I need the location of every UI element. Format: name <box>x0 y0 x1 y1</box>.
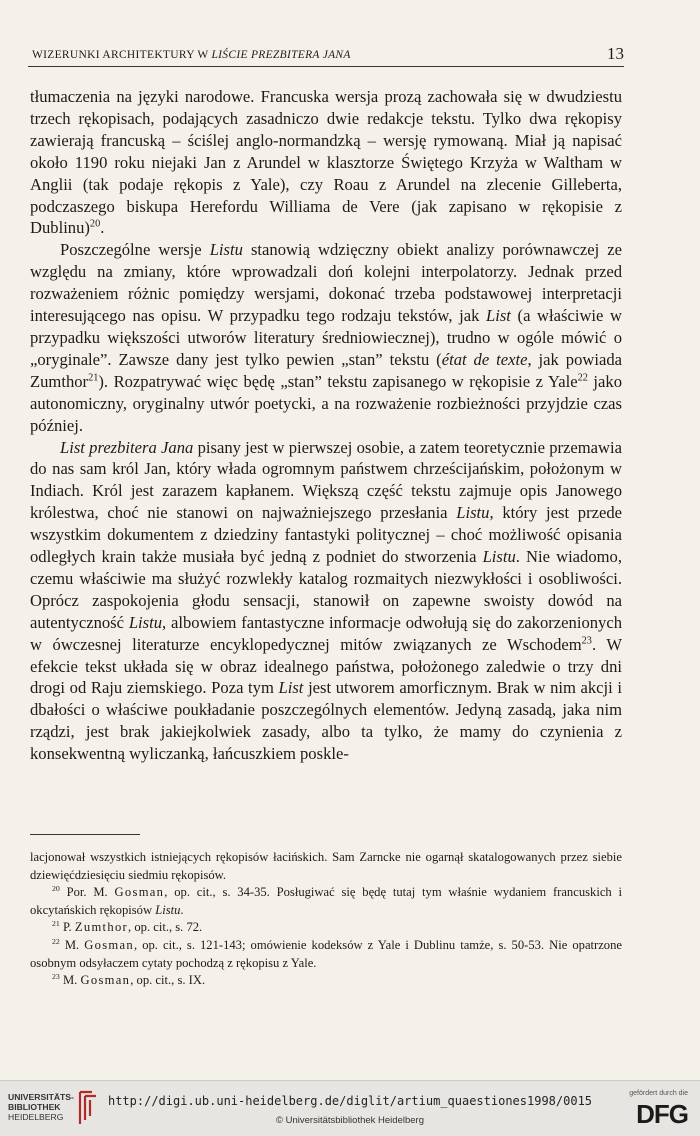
footnotes <box>30 849 622 990</box>
viewer-footer <box>0 1080 700 1136</box>
footnote-ref-20[interactable]: 20 <box>89 218 101 230</box>
paragraph-1: tłumaczenia na języki narodowe. Francuska wersja prozą zachowała się w dwudziestu trzech rękopisach, podających zasadniczo dwie redakcje tekstu. Tylko dwa rękopisy zawierają francuską – ściślej anglo-normandzką – wersję rymowaną. Miał ją napisać około 1190 roku niejaki Jan z Arundel w klasztorze Świętego Krzyża w Waltham w Anglii (tak podaje rękopis z Yale), czy Roau z Arundel na zlecenie Gilleberta, podczaszego biskupa Herefordu Williama de Vere (jak zapisano w rękopisie z Dublinu)$^{20}$. <box>30 87 622 238</box>
footnote-21: $^{21}$ P. Zumthor, op. cit., s. 72. <box>52 919 203 935</box>
paragraph-2: Poszczególne wersje Listu stanowią wdzięczny obiekt analizy porównawczej ze względu na zmiany, które wprowadzali doń kolejni interpolatorzy. Jednak przed rozważeniem różnic pomiędzy wersjami, dokonać trzeba podstawowej interpretacji interesującego nas opisu. W przypadku tego rodzaju tekstów, jak List (a właściwie w przypadku większości utworów literatury średniowiecznej), trudno w ogóle mówić o „oryginale”. Zawsze dany jest tylko pewien „stan” tekstu (état de texte, jak powiada Zumthor$^{21}$). Rozpatrywać więc będę „stan” tekstu zapisanego w rękopisie z Yale$^{22}$ jako autonomiczny, oryginalny utwór poetycki, a na rozważenie rozbieżności przyjdzie czas później. <box>30 240 622 435</box>
footnote-ref-21[interactable]: 21 <box>88 372 99 384</box>
running-title: WIZERUNKI ARCHITEKTURY W LIŚCIE PREZBITERA JANA <box>32 49 351 61</box>
running-header <box>28 44 624 67</box>
library-logo-text[interactable]: UNIVERSITÄTS- BIBLIOTHEK HEIDELBERG <box>8 1092 74 1122</box>
paragraph-3: List prezbitera Jana pisany jest w pierwszej osobie, a zatem teoretycznie przemawia do nas sam król Jan, który włada ogromnym państwem chrześcijańskim, położonym w Indiach. Król jest zarazem kapłanem. Większą część tekstu zajmuje opis Janowego królestwa, choć nie stanowi on najważniejszego przesłania Listu, który jest przede wszystkim dokumentem z dziedziny fantastyki politycznej – choć możliwość opisania odległych krain także musiała być jedną z podniet do stworzenia Listu. Nie wiadomo, czemu właściwie ma służyć rozwlekły katalog rozmaitych niezwykłości i osobliwości. Oprócz zaspokojenia głodu sensacji, stanowił on zapewne swoisty dowód na autentyczność Listu, albowiem fantastyczne informacje odwołują się do zakorzenionych w ówczesnej literaturze encyklopedycznej mitów związanych ze Wschodem$^{23}$. W efekcie tekst układa się w obraz idealnego państwa, położonego zaledwie o trzy dni drogi od Raju ziemskiego. Poza tym List jest utworem amorficznym. Brak w nim akcji i dbałości o właściwe poukładanie poszczególnych elementów. Jedyną zasadą, jaka nim rządzi, jest brak jakiejkolwiek zasady, albo ta tylko, że mamy do czynienia z konsekwentną wyliczanką, łańcuszkiem poskle- <box>30 437 622 764</box>
page-number: 13 <box>607 44 624 63</box>
footnote-23: $^{23}$ M. Gosman, op. cit., s. IX. <box>52 971 206 988</box>
footnote-20: $^{20}$ Por. M. Gosman, op. cit., s. 34-35. Posługiwać się będę tutaj tym właśnie wydaniem francuskich i okcytańskich rękopisów Listu. <box>30 884 622 917</box>
funding-label: gefördert durch die <box>629 1090 688 1097</box>
footnote-ref-23[interactable]: 23 <box>581 635 592 647</box>
footnote-22: $^{22}$ M. Gosman, op. cit., s. 121-143; omówienie kodeksów z Yale i Dublinu tamże, s. 50-53. Nie opatrzone osobnym odsyłaczem cytaty pochodzą z rękopisu z Yale. <box>30 936 622 970</box>
footnote-divider <box>30 834 140 835</box>
body-text <box>30 86 622 765</box>
copyright-notice: © Universitätsbibliothek Heidelberg <box>276 1115 424 1126</box>
footnote-ref-22[interactable]: 22 <box>577 372 588 384</box>
permalink-url[interactable]: http://digi.ub.uni-heidelberg.de/diglit/artium_quaestiones1998/0015 <box>107 1094 593 1108</box>
dfg-logo[interactable]: DFG <box>636 1099 688 1129</box>
footnote-continued: lacjonował wszystkich istniejących rękopisów łacińskich. Sam Zarncke nie ogarnął skatalogowanych przez siebie dziewięćdziesięciu siedmiu rękopisów. <box>30 850 622 882</box>
